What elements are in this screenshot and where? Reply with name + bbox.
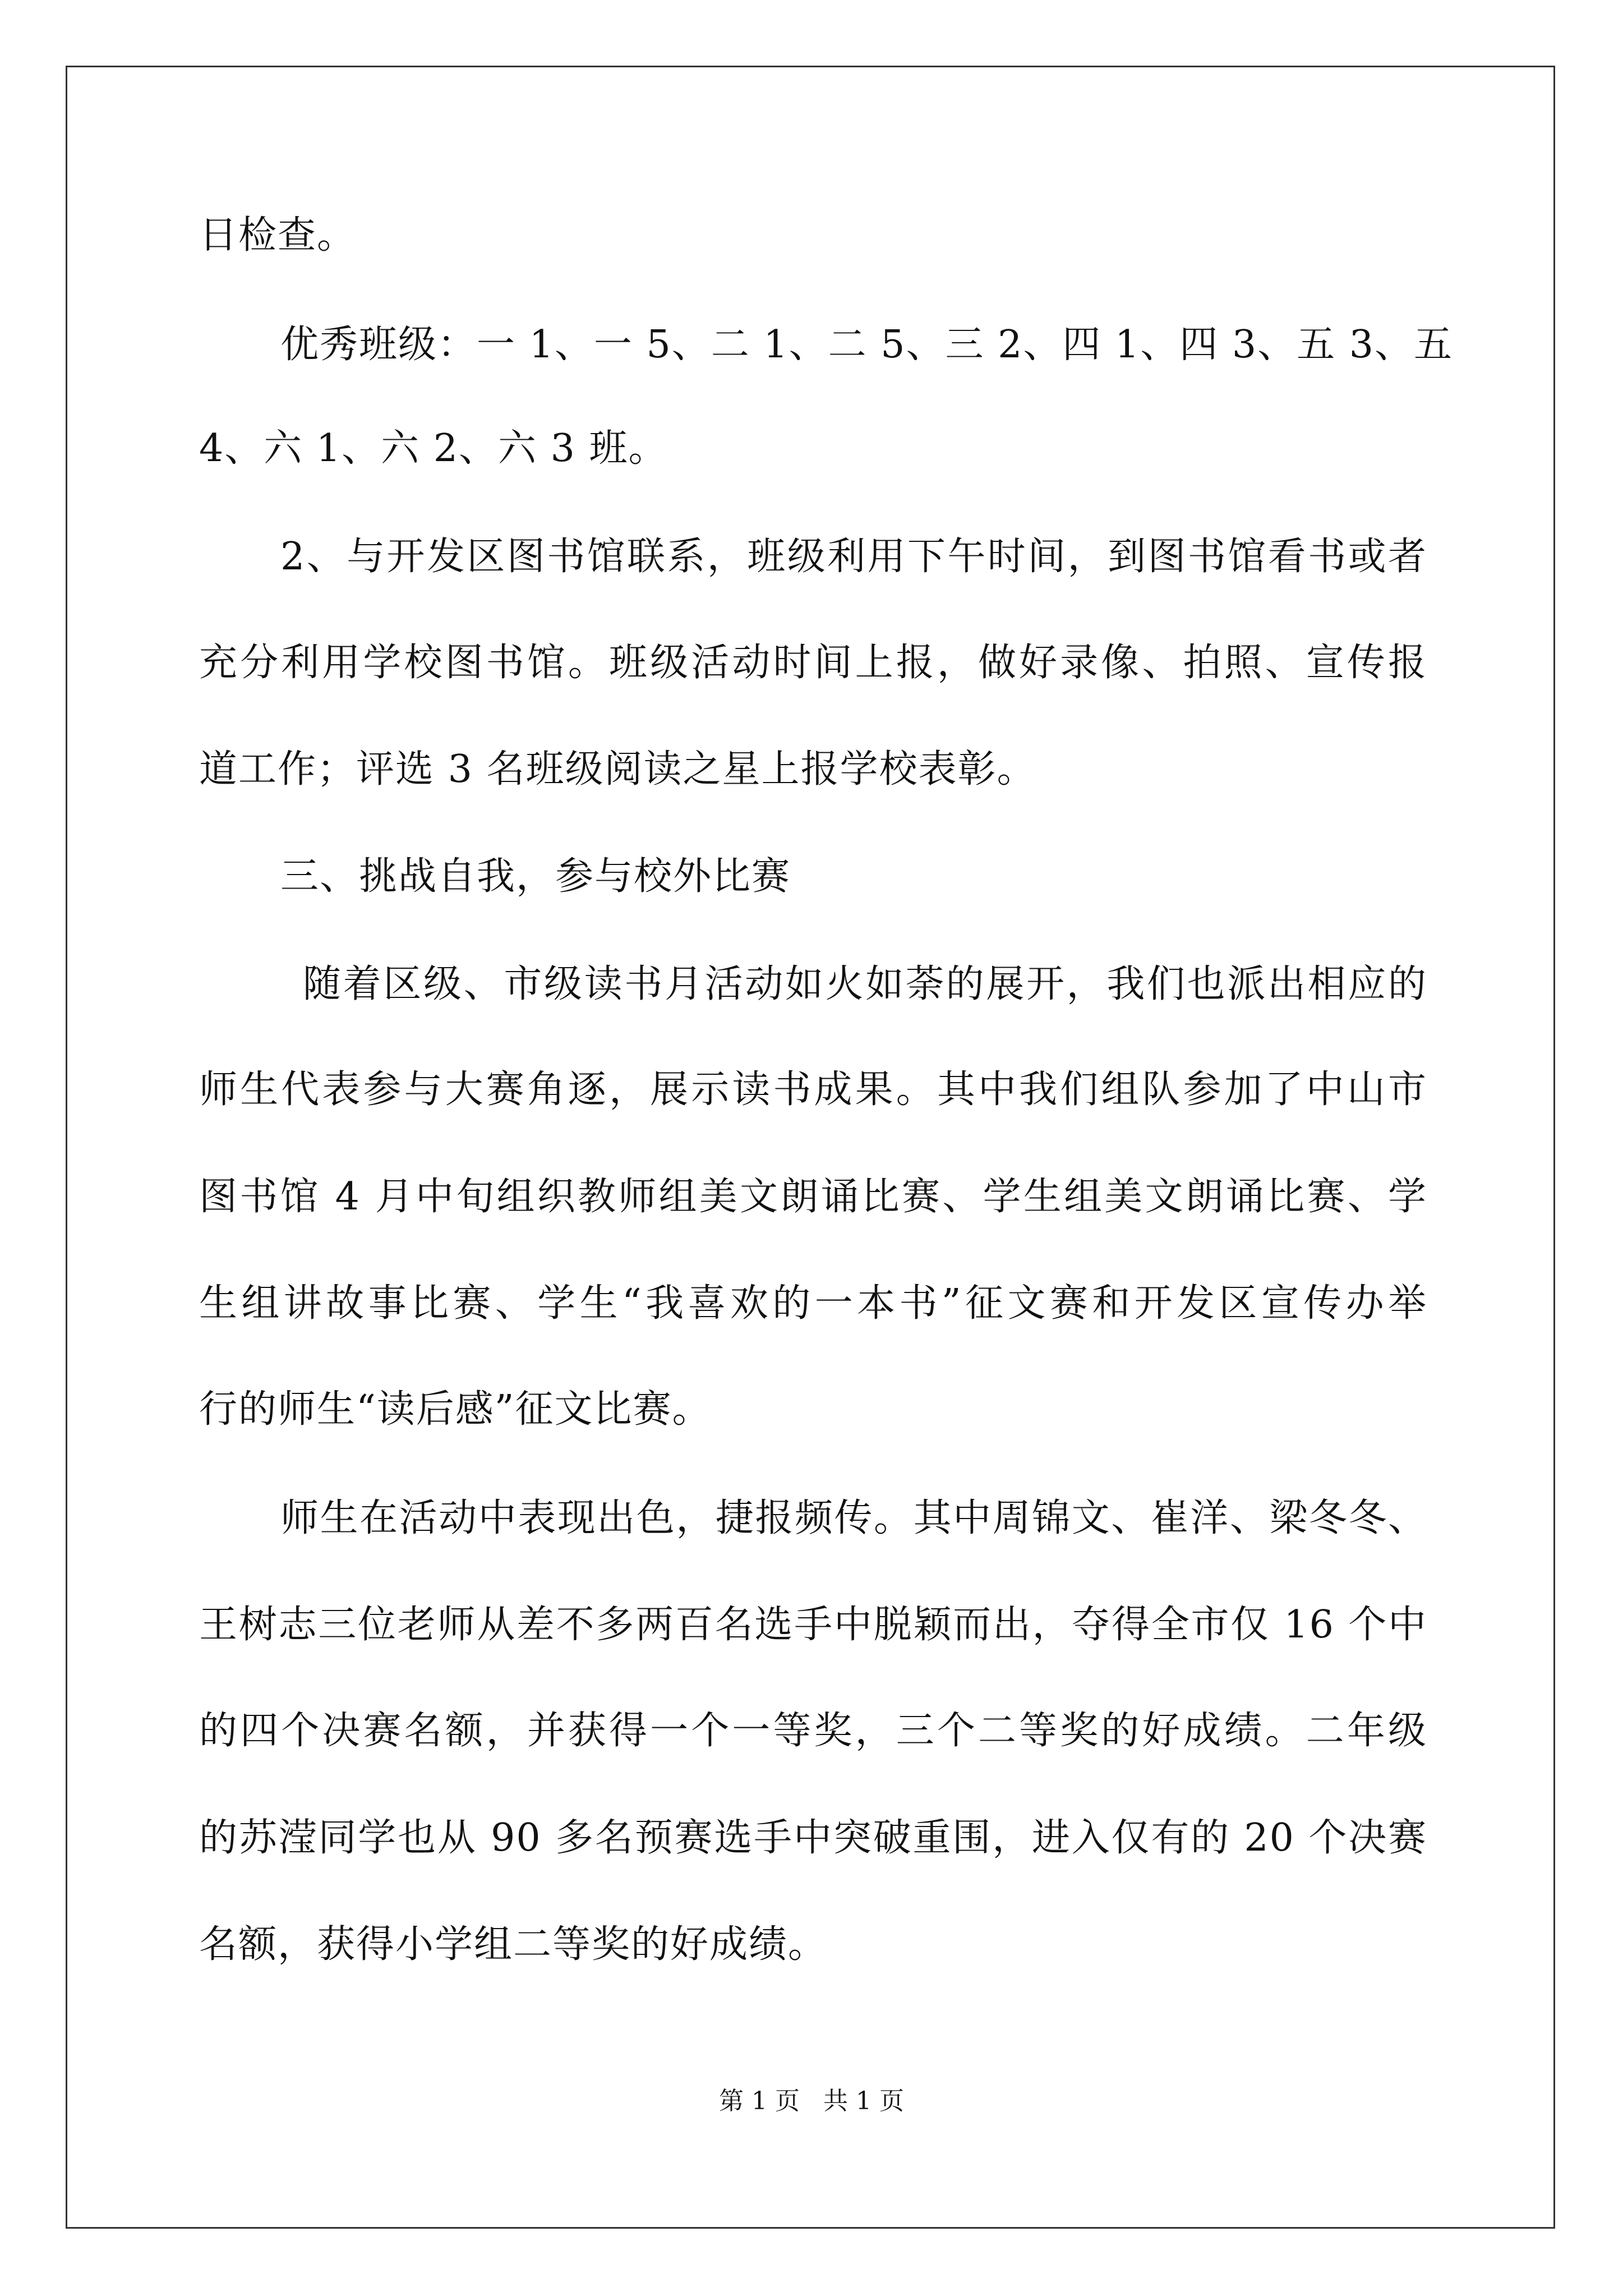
- paragraph-line: 的苏滢同学也从 90 多名预赛选手中突破重围，进入仅有的 20 个决赛: [199, 1816, 1427, 1860]
- paragraph-line: 充分利用学校图书馆。班级活动时间上报，做好录像、拍照、宣传报: [199, 641, 1427, 685]
- paragraph-line: 日检查。: [199, 213, 357, 257]
- paragraph-line: 名额，获得小学组二等奖的好成绩。: [199, 1922, 828, 1967]
- paragraph-line: 4、六 1、六 2、六 3 班。: [199, 426, 668, 471]
- section-heading: 三、挑战自我，参与校外比赛: [280, 854, 791, 899]
- page-frame: [66, 66, 1555, 2229]
- paragraph-line: 随着区级、市级读书月活动如火如荼的展开，我们也派出相应的: [303, 962, 1427, 1006]
- page-footer: [0, 2087, 1623, 2116]
- paragraph-line: 图书馆 4 月中旬组织教师组美文朗诵比赛、学生组美文朗诵比赛、学: [199, 1175, 1427, 1219]
- page-number-total: 共 1 页: [823, 2087, 904, 2115]
- paragraph-line: 师生在活动中表现出色，捷报频传。其中周锦文、崔洋、梁冬冬、: [280, 1496, 1427, 1540]
- paragraph-line: 的四个决赛名额，并获得一个一等奖，三个二等奖的好成绩。二年级: [199, 1709, 1427, 1753]
- paragraph-line: 师生代表参与大赛角逐，展示读书成果。其中我们组队参加了中山市: [199, 1068, 1427, 1112]
- paragraph-line: 优秀班级：一 1、一 5、二 1、二 5、三 2、四 1、四 3、五 3、五: [280, 323, 1454, 367]
- page-number-current: 第 1 页: [719, 2087, 800, 2115]
- paragraph-line: 行的师生“读后感”征文比赛。: [199, 1387, 712, 1432]
- paragraph-line: 王树志三位老师从差不多两百名选手中脱颖而出，夺得全市仅 16 个中: [199, 1603, 1427, 1647]
- paragraph-line: 道工作；评选 3 名班级阅读之星上报学校表彰。: [199, 747, 1036, 792]
- paragraph-line: 生组讲故事比赛、学生“我喜欢的一本书”征文赛和开发区宣传办举: [199, 1281, 1427, 1326]
- paragraph-line: 2、与开发区图书馆联系，班级利用下午时间，到图书馆看书或者: [280, 535, 1427, 579]
